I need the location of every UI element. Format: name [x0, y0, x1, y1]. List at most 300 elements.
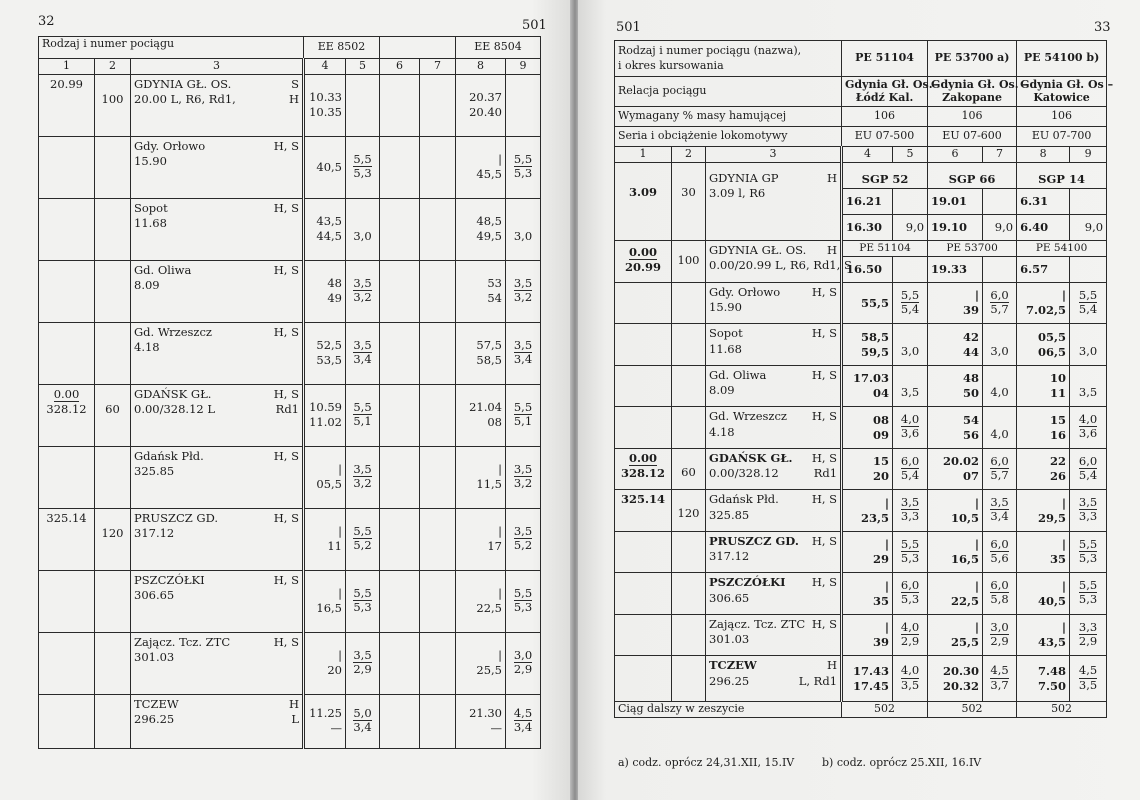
station-km: 306.65	[134, 588, 175, 603]
speed-cell	[1070, 365, 1107, 407]
time-arr: |	[338, 586, 342, 601]
speed-bottom: 5,4	[900, 301, 920, 316]
time-dep: 10.35	[309, 105, 342, 120]
station-flags2: Rd1	[275, 402, 299, 417]
column-number: 3	[706, 147, 842, 163]
time-cell	[304, 74, 346, 136]
time-arr: |	[974, 620, 980, 635]
col2-value	[95, 570, 131, 632]
column-number: 7	[983, 147, 1017, 163]
time-cell	[456, 384, 506, 446]
station-row	[615, 490, 1107, 532]
speed-fraction	[353, 277, 371, 304]
speed-fraction	[901, 455, 919, 482]
station-subline	[134, 216, 299, 231]
time-cell	[304, 508, 346, 570]
right-page	[578, 0, 1140, 800]
page-number: 33	[1094, 20, 1111, 35]
time-arr: |	[974, 537, 980, 552]
station-subline	[134, 650, 299, 665]
station-name: PSZCZÓŁKI	[709, 575, 786, 590]
time-cell	[456, 570, 506, 632]
station-subline	[134, 278, 299, 293]
station-cell	[131, 632, 304, 694]
km-cell	[615, 448, 672, 490]
speed-bottom: 5,3	[900, 592, 920, 607]
time-dep: —	[490, 721, 502, 736]
empty-col	[983, 256, 1017, 282]
time-arr: |	[974, 495, 980, 510]
time-arr: 21.04	[469, 400, 502, 415]
km-cell	[615, 324, 672, 366]
time-cell	[456, 322, 506, 384]
station-flags: H, S	[273, 386, 299, 401]
speed-cell	[506, 74, 541, 136]
time-dep: 45,5	[476, 167, 502, 182]
speed-bottom: 2,9	[900, 633, 920, 648]
time-cell	[928, 614, 983, 656]
station-name: GDYNIA GŁ. OS.	[709, 242, 807, 257]
time-cell	[1017, 531, 1070, 573]
km-value-a: 0.00	[628, 450, 657, 465]
time-dep: 25,5	[476, 663, 502, 678]
col2-value	[672, 573, 706, 615]
speed-fraction	[514, 649, 532, 676]
speed-value	[349, 98, 376, 112]
station-row	[615, 282, 1107, 324]
station-row	[39, 260, 541, 322]
speed-cell	[893, 365, 928, 407]
time-arr: 20.37	[469, 90, 502, 105]
station-row	[615, 531, 1107, 573]
time-cell	[928, 407, 983, 449]
time-arr: 08	[873, 412, 890, 427]
time-arr: 16.21	[842, 188, 893, 214]
speed-fraction	[1079, 496, 1097, 523]
speed-bottom: 5,1	[353, 414, 372, 429]
station-subline	[709, 674, 837, 689]
time-cell	[304, 384, 346, 446]
col2-value: 30	[672, 162, 706, 240]
time-arr: |	[498, 586, 502, 601]
station-km: 3.09 l, R6	[709, 186, 766, 201]
page-number: 32	[38, 14, 55, 29]
column-number: 1	[615, 147, 672, 163]
empty-col	[380, 508, 420, 570]
speed-bottom: 5,3	[353, 166, 372, 181]
station-name: Zającz. Tcz. ZTC	[709, 616, 806, 631]
time-dep: 20	[327, 663, 342, 678]
speed-cell	[893, 407, 928, 449]
time-arr: 15	[1050, 412, 1067, 427]
time-dep: 6.40	[1017, 214, 1070, 240]
time-cell	[928, 490, 983, 532]
column-number: 4	[842, 147, 893, 163]
relation-value	[842, 77, 939, 107]
speed-bottom: 3,4	[513, 720, 533, 735]
speed-value: 4,0	[990, 426, 1009, 441]
speed-top: 6,0	[990, 287, 1009, 302]
station-row	[615, 324, 1107, 366]
speed-cell	[1070, 614, 1107, 656]
relation-value	[1017, 77, 1114, 107]
train-label: PE 54100	[1017, 240, 1107, 256]
station-km: 306.65	[709, 590, 750, 605]
time-dep: 16.30	[842, 214, 893, 240]
empty-col	[420, 198, 456, 260]
speed-fraction	[901, 538, 919, 565]
time-cell	[842, 324, 893, 366]
time-dep: 11,5	[476, 477, 502, 492]
station-cell	[131, 508, 304, 570]
time-cell	[456, 74, 506, 136]
speed-cell	[506, 198, 541, 260]
speed-fraction	[990, 455, 1008, 482]
station-flags2: L, Rd1	[798, 673, 838, 688]
km-cell	[615, 656, 672, 702]
km-cell	[615, 573, 672, 615]
time-dep: 40,5	[316, 159, 342, 174]
speed-bottom: 2,9	[1078, 633, 1098, 648]
time-dep: 43,5	[1038, 635, 1067, 650]
column-number: 5	[893, 147, 928, 163]
time-cell	[1017, 282, 1070, 324]
speed-cell	[983, 531, 1017, 573]
station-line	[709, 407, 837, 425]
time-arr: 52,5	[316, 338, 342, 353]
speed-fraction	[514, 277, 532, 304]
station-name: Gd. Oliwa	[709, 367, 767, 382]
speed-top: 5,0	[353, 705, 372, 720]
speed-fraction	[990, 579, 1008, 606]
station-name: Gdy. Orłowo	[134, 138, 206, 153]
station-subline	[709, 383, 837, 398]
footnote-b: b) codz. oprócz 25.XII, 16.IV	[822, 756, 982, 769]
col2-value: 120	[672, 490, 706, 532]
time-dep: 58,5	[476, 353, 502, 368]
station-line	[134, 571, 299, 589]
speed-fraction	[353, 463, 371, 490]
continuation-row	[615, 702, 1107, 718]
speed-cell	[506, 508, 541, 570]
station-flags2: Rd1	[813, 466, 838, 481]
speed-cell	[346, 260, 380, 322]
col2-value	[672, 531, 706, 573]
station-cell	[131, 384, 304, 446]
speed-top: 5,5	[1078, 536, 1098, 551]
time-dep: 22,5	[951, 593, 980, 608]
speed-bottom: 5,4	[900, 467, 920, 482]
column-number: 2	[95, 59, 131, 75]
speed-top: 4,5	[513, 705, 533, 720]
station-flags: S	[291, 76, 299, 91]
speed-bottom: 3,2	[353, 290, 372, 305]
time-cell	[1017, 573, 1070, 615]
station-row	[615, 448, 1107, 490]
speed-cell	[1070, 448, 1107, 490]
time-arr: 22	[1050, 454, 1067, 469]
time-dep: 40,5	[1038, 593, 1067, 608]
time-cell	[842, 490, 893, 532]
station-subline	[709, 300, 837, 315]
time-dep: 09	[873, 427, 890, 442]
station-row	[615, 614, 1107, 656]
column-number: 8	[456, 59, 506, 75]
time-cell	[842, 448, 893, 490]
station-km: 317.12	[134, 526, 175, 541]
station-km: 11.68	[134, 216, 167, 231]
speed-bottom: 2,9	[513, 662, 533, 677]
station-line	[134, 447, 299, 465]
speed-bottom: 3,4	[990, 509, 1009, 524]
time-arr: |	[884, 495, 890, 510]
km-cell	[39, 322, 95, 384]
speed-bottom: 5,7	[990, 301, 1009, 316]
time-arr: 10.59	[309, 400, 342, 415]
speed-fraction	[514, 587, 532, 614]
time-cell	[1017, 490, 1070, 532]
speed-cell	[893, 656, 928, 702]
time-cell	[928, 448, 983, 490]
time-dep: 16.50	[842, 256, 893, 282]
time-arr: 7.48	[1038, 663, 1067, 678]
speed-fraction	[901, 579, 919, 606]
station-line	[134, 75, 299, 93]
speed-fraction	[990, 621, 1008, 648]
time-arr: |	[1061, 537, 1067, 552]
speed-cell	[1070, 324, 1107, 366]
speed-cell	[893, 490, 928, 532]
time-dep: 26	[1050, 469, 1067, 484]
speed-bottom: 3,4	[513, 352, 533, 367]
speed-top: 5,5	[900, 287, 920, 302]
time-dep: 11	[1050, 386, 1067, 401]
brake-value: 106	[928, 107, 1017, 127]
speed-top: 4,0	[900, 412, 920, 427]
speed-cell	[506, 694, 541, 748]
station-line	[709, 532, 837, 550]
speed-bottom: 3,4	[353, 720, 372, 735]
time-arr: 15	[873, 454, 890, 469]
relation-to: Łódź Kal.	[855, 90, 914, 104]
km-value: 20.99	[50, 76, 83, 91]
time-arr: |	[1061, 578, 1067, 593]
station-km: 4.18	[134, 340, 160, 355]
time-cell	[928, 365, 983, 407]
km-cell	[615, 240, 672, 282]
column-number: 6	[380, 59, 420, 75]
speed-cell	[983, 490, 1017, 532]
speed-cell	[346, 632, 380, 694]
time-dep: 49	[327, 291, 342, 306]
station-name: Gdańsk Płd.	[709, 492, 779, 507]
time-dep: 7.50	[1038, 678, 1067, 693]
speed-value: 9,0	[1070, 214, 1107, 240]
station-cell	[131, 322, 304, 384]
speed-cell	[1070, 407, 1107, 449]
station-row	[39, 198, 541, 260]
time-cell	[304, 694, 346, 748]
col2-value	[672, 324, 706, 366]
km-value-a: 0.00	[53, 386, 80, 401]
series-label: Seria i obciążenie lokomotywy	[615, 127, 842, 147]
speed-bottom: 5,7	[990, 467, 1009, 482]
km-cell	[39, 260, 95, 322]
speed-top: 3,5	[990, 495, 1009, 510]
km-value: 3.09	[615, 162, 672, 240]
time-arr: 48	[327, 276, 342, 291]
station-name: PRUSZCZ GD.	[709, 533, 799, 548]
speed-fraction	[990, 538, 1008, 565]
time-dep: 39	[873, 635, 890, 650]
station-flags: H, S	[273, 324, 299, 339]
speed-top: 5,5	[513, 399, 533, 414]
col2-value: 60	[95, 384, 131, 446]
time-arr: 10	[1050, 371, 1067, 386]
time-arr: |	[338, 462, 342, 477]
station-km: 317.12	[709, 549, 750, 564]
speed-top: 3,5	[353, 337, 372, 352]
speed-cell	[506, 384, 541, 446]
speed-fraction	[901, 289, 919, 316]
column-number: 8	[1017, 147, 1070, 163]
speed-top: 3,5	[353, 275, 372, 290]
station-km: 15.90	[134, 154, 167, 169]
km-value-a: 0.00	[628, 244, 657, 259]
time-cell	[842, 614, 893, 656]
station-subline	[709, 591, 837, 606]
station-flags: H, S	[811, 284, 838, 299]
col2-value: 100	[672, 240, 706, 282]
station-subline	[134, 464, 299, 479]
empty-col	[380, 260, 420, 322]
empty-col	[380, 322, 420, 384]
series-value: EU 07-500	[842, 127, 928, 147]
station-flags: H	[288, 696, 299, 711]
station-name: Gd. Wrzeszcz	[134, 324, 212, 339]
time-arr: |	[974, 288, 980, 303]
station-name: GDYNIA GP	[709, 170, 779, 185]
station-line	[134, 509, 299, 527]
speed-bottom: 3,6	[1078, 426, 1098, 441]
station-flags: H	[827, 658, 838, 673]
speed-top: 5,5	[353, 523, 372, 538]
speed-bottom: 5,4	[1078, 467, 1098, 482]
brake-label: Wymagany % masy hamującej	[615, 107, 842, 127]
time-dep: 35	[873, 593, 890, 608]
speed-cell	[893, 614, 928, 656]
station-flags: H, S	[811, 616, 838, 631]
station-row	[39, 632, 541, 694]
station-cell	[706, 656, 842, 702]
km-cell	[39, 694, 95, 748]
relation-to: Zakopane	[942, 90, 1003, 104]
time-dep: 20.40	[469, 105, 502, 120]
time-cell	[304, 198, 346, 260]
time-arr: 54	[963, 412, 980, 427]
col2-value	[95, 198, 131, 260]
time-dep: 11	[327, 539, 342, 554]
speed-value: 3,0	[353, 228, 372, 243]
time-dep: 56	[963, 427, 980, 442]
speed-fraction	[514, 153, 532, 180]
speed-fraction	[901, 664, 919, 691]
station-flags: H, S	[811, 409, 838, 424]
station-km: 20.00 L, R6, Rd1,	[134, 92, 236, 107]
station-cell	[131, 136, 304, 198]
speed-top: 4,0	[900, 619, 920, 634]
time-cell	[304, 446, 346, 508]
km-cell	[39, 508, 95, 570]
relation-label: Relacja pociągu	[615, 77, 842, 107]
speed-bottom: 5,4	[1078, 301, 1098, 316]
col2-value	[95, 694, 131, 748]
speed-top: 3,5	[353, 461, 372, 476]
station-line	[709, 324, 837, 342]
station-flags: H, S	[273, 138, 299, 153]
series-row	[615, 127, 1107, 147]
time-dep: 44	[963, 344, 980, 359]
relation-from: Gdynia Gł. Os.–	[845, 77, 939, 91]
station-flags: H, S	[811, 367, 838, 382]
time-dep: 55,5	[861, 295, 890, 310]
km-cell	[615, 531, 672, 573]
column-number: 1	[39, 59, 95, 75]
time-cell	[928, 282, 983, 324]
speed-fraction	[353, 153, 371, 180]
sgp-label: SGP 52	[842, 162, 928, 188]
speed-fraction	[353, 707, 371, 734]
empty-col	[420, 446, 456, 508]
time-cell	[456, 260, 506, 322]
speed-bottom: 5,6	[990, 550, 1009, 565]
station-cell	[706, 614, 842, 656]
time-cell	[928, 656, 983, 702]
station-flags2: H	[288, 92, 299, 107]
time-cell	[456, 508, 506, 570]
km-cell	[615, 365, 672, 407]
time-dep: 22,5	[476, 601, 502, 616]
speed-fraction	[990, 289, 1008, 316]
speed-bottom: 5,3	[513, 600, 533, 615]
time-arr: |	[884, 537, 890, 552]
station-line	[709, 283, 837, 301]
speed-cell	[346, 508, 380, 570]
column-number: 9	[1070, 147, 1107, 163]
col2-value	[672, 282, 706, 324]
time-dep: 53,5	[316, 353, 342, 368]
train-number: PE 54100 b)	[1017, 41, 1107, 77]
time-dep: 6.57	[1017, 256, 1070, 282]
speed-bottom: 5,3	[513, 166, 533, 181]
speed-value	[509, 98, 537, 112]
station-km: 0.00/328.12 L	[134, 402, 216, 417]
station-subline	[134, 712, 299, 727]
col2-value	[95, 632, 131, 694]
speed-bottom: 5,8	[990, 592, 1009, 607]
speed-bottom: 3,6	[900, 426, 920, 441]
station-flags: H, S	[811, 450, 838, 465]
column-number: 4	[304, 59, 346, 75]
speed-fraction	[514, 525, 532, 552]
speed-fraction	[1079, 413, 1097, 440]
time-arr: |	[338, 524, 342, 539]
speed-cell	[983, 614, 1017, 656]
time-arr: 6.31	[1017, 188, 1070, 214]
speed-cell	[1070, 490, 1107, 532]
station-row	[615, 407, 1107, 449]
station-km: 325.85	[134, 464, 175, 479]
